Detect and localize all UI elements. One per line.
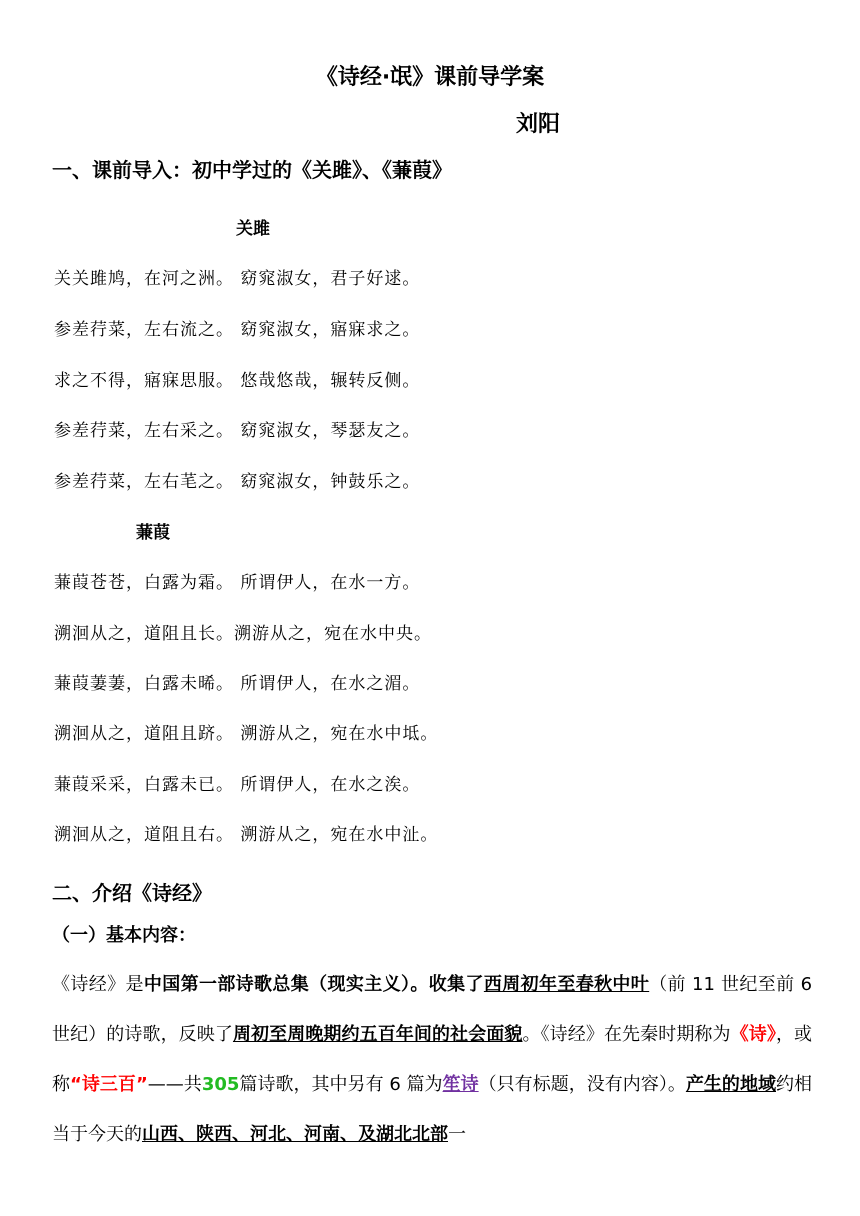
poem-line: 参差荇菜，左右芼之。 窈窕淑女，钟鼓乐之。 xyxy=(54,472,421,492)
key-phrase: 西周初年至春秋中叶 xyxy=(483,974,650,995)
text-run: 《诗经》是 xyxy=(52,974,144,995)
key-phrase-purple: 笙诗 xyxy=(442,1074,479,1095)
intro-paragraph xyxy=(52,960,812,1160)
text-run: （前 11 世纪至前 6 世纪）的诗歌，反映了 xyxy=(52,974,813,1045)
page-title: 《诗经·氓》课前导学案 xyxy=(315,65,545,90)
poem-line: 蒹葭萋萋，白露未晞。 所谓伊人，在水之湄。 xyxy=(54,674,421,694)
key-phrase: 中国第一部诗歌总集（现实主义） xyxy=(143,974,411,995)
text-run: 约相当于今天的 xyxy=(52,1074,813,1145)
poem-line: 求之不得，寤寐思服。 悠哉悠哉，辗转反侧。 xyxy=(54,371,421,391)
author-name: 刘阳 xyxy=(516,112,561,137)
poem-title-guanju: 关雎 xyxy=(236,219,270,239)
text-run: 一 xyxy=(448,1124,466,1145)
key-phrase-red: 《诗》 xyxy=(730,1024,776,1045)
key-phrase: 产生的地域 xyxy=(685,1074,776,1095)
poem-line: 参差荇菜，左右流之。 窈窕淑女，寤寐求之。 xyxy=(54,320,421,340)
text-run: ——共 xyxy=(147,1074,202,1095)
text-run: 篇诗歌，其中另有 6 篇为 xyxy=(239,1074,443,1095)
section-heading-intro: 一、课前导入：初中学过的《关雎》、《蒹葭》 xyxy=(52,158,452,182)
key-phrase-red: “诗三百” xyxy=(70,1074,148,1095)
subsection-heading: （一）基本内容： xyxy=(52,925,196,946)
poem-line: 关关雎鸠，在河之洲。 窈窕淑女，君子好逑。 xyxy=(54,269,421,289)
text-run: 。《诗经》在先秦时期称为 xyxy=(522,1024,731,1045)
poem-line: 溯洄从之，道阻且跻。 溯游从之，宛在水中坻。 xyxy=(54,724,439,744)
key-number-green: 305 xyxy=(201,1074,240,1095)
poem-line: 溯洄从之，道阻且长。溯游从之，宛在水中央。 xyxy=(54,624,432,644)
poem-line: 参差荇菜，左右采之。 窈窕淑女，琴瑟友之。 xyxy=(54,421,421,441)
key-phrase: 山西、陕西、河北、河南、及湖北北部 xyxy=(142,1124,448,1145)
poem-line: 蒹葭苍苍，白露为霜。 所谓伊人，在水一方。 xyxy=(54,573,421,593)
key-phrase: 周初至周晚期约五百年间的社会面貌 xyxy=(232,1024,523,1045)
text-run: 。收集了 xyxy=(410,974,484,995)
poem-title-jianjia: 蒹葭 xyxy=(136,523,170,543)
section-heading-shijing: 二、介绍《诗经》 xyxy=(52,881,212,905)
text-run: ，或称 xyxy=(52,1024,813,1095)
text-run: （只有标题，没有内容）。 xyxy=(478,1074,686,1095)
poem-line: 蒹葭采采，白露未已。 所谓伊人，在水之涘。 xyxy=(54,775,421,795)
poem-line: 溯洄从之，道阻且右。 溯游从之，宛在水中沚。 xyxy=(54,825,439,845)
